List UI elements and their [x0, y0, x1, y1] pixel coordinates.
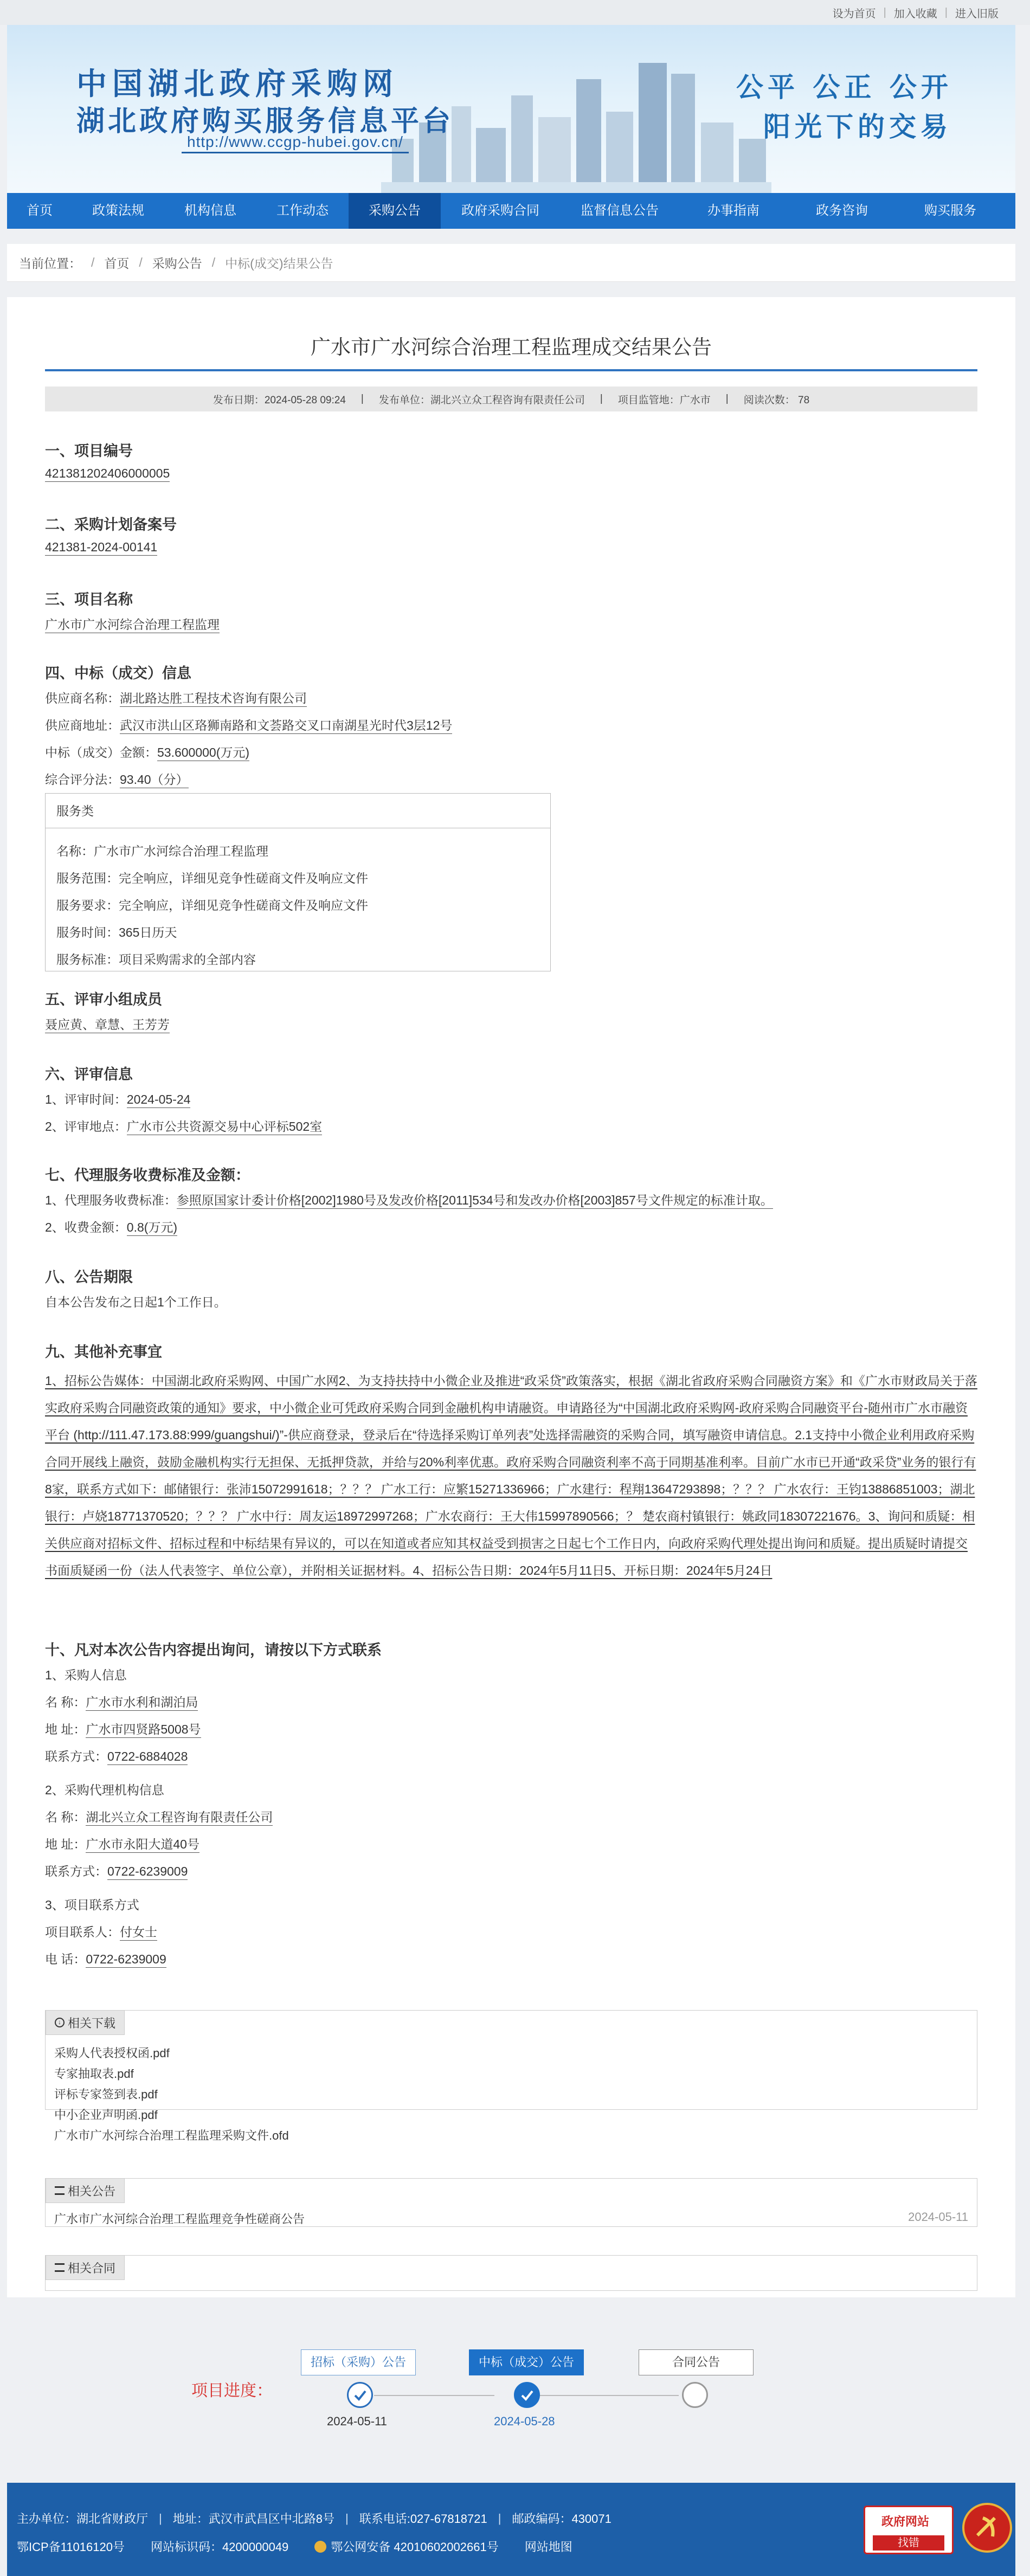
top-bar: [0, 0, 1030, 25]
nav-item-supervision[interactable]: 监督信息公告: [581, 203, 659, 218]
breadcrumb-current: 中标(成交)结果公告: [225, 256, 333, 271]
article-meta: 发布日期：2024-05-28 09:24 | 发布单位：湖北兴立众工程咨询有限责任公司 | 项目监管地：广水市 | 阅读次数： 78: [45, 387, 977, 411]
related-notices-panel: [45, 2178, 977, 2227]
download-icon: ↓: [55, 2018, 65, 2027]
footer-host: 主办单位：湖北省财政厅: [17, 2512, 149, 2526]
buyer-name: 名 称：广水市水利和湖泊局: [45, 1692, 198, 1710]
slogan-line-2: 阳光下的交易: [763, 111, 952, 143]
section-heading-1: 一、项目编号: [45, 443, 133, 459]
badge-text-2: 找错: [873, 2535, 944, 2551]
fee-amount: 2、收费金额：0.8(万元): [45, 1218, 177, 1235]
section-heading-3: 三、项目名称: [45, 591, 133, 608]
section-heading-5: 五、评审小组成员: [45, 991, 162, 1008]
bid-amount: 中标（成交）金额：53.600000(万元): [45, 743, 249, 761]
download-file-link[interactable]: 广水市广水河综合治理工程监理采购文件.ofd: [54, 2129, 289, 2142]
breadcrumb: 当前位置： / 首页 / 采购公告 / 中标(成交)结果公告: [7, 244, 1015, 282]
supplementary-notes: 1、招标公告媒体：中国湖北政府采购网、中国广水网2、为支持扶持中小微企业及推进“政采贷”政策落实，根据《湖北省政府采购合同融资方案》和《广水市财政局关于落实政府采购合同融资政策的通知》要求，中小微企业可凭政府采购合同到金融机构申请融资。申请路径为“中国湖北政府采购网-政府采购合同融资平台-随州市广水市融资平台 (http://111.47.173.88:999/guangshui/)”-供应商登录，登录后在“待选择采购订单列表”处选择需融资的采购合同，填写融资申请信息。2.1支持中小微企业利用政府采购合同开展线上融资，鼓励金融机构实行无担保、无抵押贷款，并给与20%利率优惠。政府采购合同融资利率不高于同期基准利率。目前广水市已开通“政采贷”业务的银行有8家，联系方式如下：邮储银行：张沛15072991618；？？？ 广水工行：应繁15271336966；广水建行：程翔13647293898；？？？ 广水农行：王钧13886851003；湖北银行：卢娆18771370520；？？？ 广水中行：周友运18972997268；广水农商行：王大伟15997890566；？ 楚农商村镇银行：姚政同18307221676。3、询问和质疑：相关供应商对招标文件、招标过程和中标结果有异议的，可以在知道或者应知其权益受到损害之日起七个工作日内，向政府采购代理处提出询问和质疑。提出质疑时请提交书面质疑函一份（法人代表签字、单位公章），并附相关证据材料。4、招标公告日期：2024年5月11日5、开标日期：2024年5月24日: [45, 1374, 977, 1577]
supplier-address: 供应商地址：武汉市洪山区珞狮南路和文荟路交叉口南湖星光时代3层12号: [45, 716, 452, 733]
related-contracts-tab: 相关合同: [46, 2255, 125, 2280]
service-row: 服务标准：项目采购需求的全部内容: [56, 952, 256, 967]
progress-label: 项目进度：: [191, 2382, 273, 2400]
progress-line: [374, 2395, 494, 2396]
section-heading-7: 七、代理服务收费标准及金额：: [45, 1167, 250, 1183]
publisher: 发布单位：湖北兴立众工程咨询有限责任公司: [378, 394, 585, 406]
nav-item-policies[interactable]: 政策法规: [92, 203, 144, 218]
footer-address: 地址：武汉市武昌区中北路8号: [172, 2512, 334, 2526]
stage-1-check-icon: [347, 2382, 373, 2408]
stage-2-date: 2024-05-28: [494, 2414, 555, 2428]
agent-name: 名 称：湖北兴立众工程咨询有限责任公司: [45, 1807, 273, 1825]
badge-text-1: 政府网站: [881, 2515, 930, 2528]
section-heading-9: 九、其他补充事宜: [45, 1344, 162, 1360]
stage-3-pending-icon: [682, 2382, 708, 2408]
service-row: 服务范围：完全响应，详细见竞争性磋商文件及响应文件: [56, 871, 368, 885]
related-notices-tab: 相关公告: [46, 2178, 125, 2203]
site-subtitle: 湖北政府购买服务信息平台: [76, 105, 454, 138]
nav-item-consulting[interactable]: 政务咨询: [816, 203, 868, 218]
site-title: 中国湖北政府采购网: [76, 67, 398, 102]
notice-period: 自本公告发布之日起1个工作日。: [45, 1295, 227, 1309]
stage-2-check-icon: [514, 2382, 540, 2408]
downloads-panel: [45, 2010, 977, 2142]
download-file-link[interactable]: 中小企业声明函.pdf: [54, 2108, 158, 2122]
footer-sitemap-link[interactable]: 网站地图: [524, 2540, 572, 2554]
party-emblem-icon: [961, 2502, 1013, 2556]
gov-site-error-badge[interactable]: [864, 2506, 954, 2554]
review-place: 2、评审地点：广水市公共资源交易中心评标502室: [45, 1117, 322, 1135]
related-notice-link[interactable]: 广水市广水河综合治理工程监理竞争性磋商公告: [54, 2212, 305, 2226]
nav-item-home[interactable]: 首页: [27, 203, 53, 218]
site-url: http://www.ccgp-hubei.gov.cn/: [182, 133, 409, 153]
downloads-tab: ↓ 相关下载: [46, 2010, 125, 2035]
review-members: 聂应黄、章慧、王芳芳: [45, 1015, 170, 1033]
breadcrumb-section[interactable]: 采购公告: [152, 256, 202, 271]
publish-date: 发布日期：2024-05-28 09:24: [213, 394, 346, 406]
buyer-info-title: 1、采购人信息: [45, 1668, 127, 1682]
view-count: 阅读次数： 78: [743, 394, 810, 406]
contact-person: 项目联系人：付女士: [45, 1922, 157, 1940]
section-heading-8: 八、公告期限: [45, 1269, 133, 1285]
set-homepage-link[interactable]: 设为首页: [832, 8, 876, 20]
site-banner: [7, 25, 1015, 193]
related-contracts-panel: [45, 2255, 977, 2291]
buyer-phone: 联系方式：0722-6884028: [45, 1747, 188, 1764]
service-row: 名称：广水市广水河综合治理工程监理: [56, 844, 268, 858]
slogan-line-1: 公平 公正 公开: [736, 72, 952, 103]
service-info-box: [45, 793, 551, 971]
nav-item-contracts[interactable]: 政府采购合同: [461, 203, 539, 218]
review-time: 1、评审时间：2024-05-24: [45, 1090, 190, 1107]
main-nav: [7, 193, 1015, 229]
top-links: 设为首页 | 加入收藏 | 进入旧版: [825, 0, 999, 25]
section-heading-4: 四、中标（成交）信息: [45, 665, 191, 681]
section-heading-6: 六、评审信息: [45, 1066, 133, 1083]
progress-line: [540, 2395, 679, 2396]
related-notice-date: 2024-05-11: [908, 2210, 968, 2224]
stage-contract-notice-button[interactable]: 合同公告: [639, 2349, 754, 2375]
nav-item-guide[interactable]: 办事指南: [707, 203, 759, 218]
contact-phone: 电 话：0722-6239009: [45, 1949, 166, 1967]
agent-info-title: 2、采购代理机构信息: [45, 1783, 164, 1797]
stage-tender-notice-button[interactable]: 招标（采购）公告: [301, 2349, 416, 2375]
site-footer: [7, 2483, 1015, 2576]
fee-standard: 1、代理服务收费标准：参照原国家计委计价格[2002]1980号及发改价格[2011]534号和发改办价格[2003]857号文件规定的标准计取。: [45, 1190, 773, 1208]
list-icon: [55, 2263, 65, 2272]
service-box-header: 服务类: [46, 794, 550, 828]
plan-record-number: 421381-2024-00141: [45, 540, 157, 555]
police-badge-icon: [314, 2541, 326, 2553]
download-file-link[interactable]: 采购人代表授权函.pdf: [54, 2046, 170, 2060]
project-number: 421381202406000005: [45, 466, 170, 481]
project-name: 广水市广水河综合治理工程监理: [45, 615, 220, 633]
article-container: [7, 297, 1015, 2297]
agent-phone: 联系方式：0722-6239009: [45, 1862, 188, 1879]
nav-item-agencies[interactable]: 机构信息: [184, 203, 236, 218]
footer-icp-link[interactable]: 鄂ICP备11016120号: [17, 2540, 125, 2554]
footer-line-2: [17, 2538, 583, 2555]
page-title: 广水市广水河综合治理工程监理成交结果公告: [311, 336, 712, 358]
list-icon: [55, 2186, 65, 2195]
nav-item-news[interactable]: 工作动态: [276, 203, 329, 218]
supplier-name: 供应商名称：湖北路达胜工程技术咨询有限公司: [45, 688, 307, 706]
section-heading-10: 十、凡对本次公告内容提出询问，请按以下方式联系: [45, 1642, 382, 1658]
footer-line-1: 主办单位：湖北省财政厅 | 地址：武汉市武昌区中北路8号 | 联系电话:027-67818721 | 邮政编码：430071: [17, 2510, 622, 2527]
supervision-place: 项目监管地：广水市: [617, 394, 711, 406]
breadcrumb-label: 当前位置：: [19, 256, 81, 271]
nav-item-announcements[interactable]: 采购公告: [349, 193, 441, 229]
buyer-address: 地 址：广水市四贤路5008号: [45, 1720, 201, 1737]
section-heading-2: 二、采购计划备案号: [45, 517, 177, 533]
old-version-link[interactable]: 进入旧版: [955, 8, 999, 20]
service-row: 服务要求：完全响应，详细见竞争性磋商文件及响应文件: [56, 898, 368, 912]
footer-site-code: 网站标识码：4200000049: [150, 2540, 289, 2554]
stage-award-notice-button[interactable]: 中标（成交）公告: [469, 2349, 584, 2375]
footer-phone: 联系电话:027-67818721: [359, 2512, 487, 2526]
add-favorite-link[interactable]: 加入收藏: [893, 8, 937, 20]
stage-1-date: 2024-05-11: [327, 2414, 387, 2428]
footer-police-link[interactable]: 鄂公网安备 42010602002661号: [331, 2540, 499, 2554]
title-divider: [45, 369, 977, 371]
download-file-link[interactable]: 评标专家签到表.pdf: [54, 2088, 158, 2101]
download-file-link[interactable]: 专家抽取表.pdf: [54, 2067, 134, 2081]
agent-address: 地 址：广水市永阳大道40号: [45, 1834, 199, 1852]
service-row: 服务时间：365日历天: [56, 925, 177, 939]
contact-title: 3、项目联系方式: [45, 1898, 139, 1912]
evaluation-score: 综合评分法：93.40（分）: [45, 770, 189, 788]
nav-item-purchase-service[interactable]: 购买服务: [924, 203, 976, 218]
footer-postcode: 邮政编码：430071: [512, 2512, 611, 2526]
breadcrumb-home[interactable]: 首页: [104, 256, 130, 271]
